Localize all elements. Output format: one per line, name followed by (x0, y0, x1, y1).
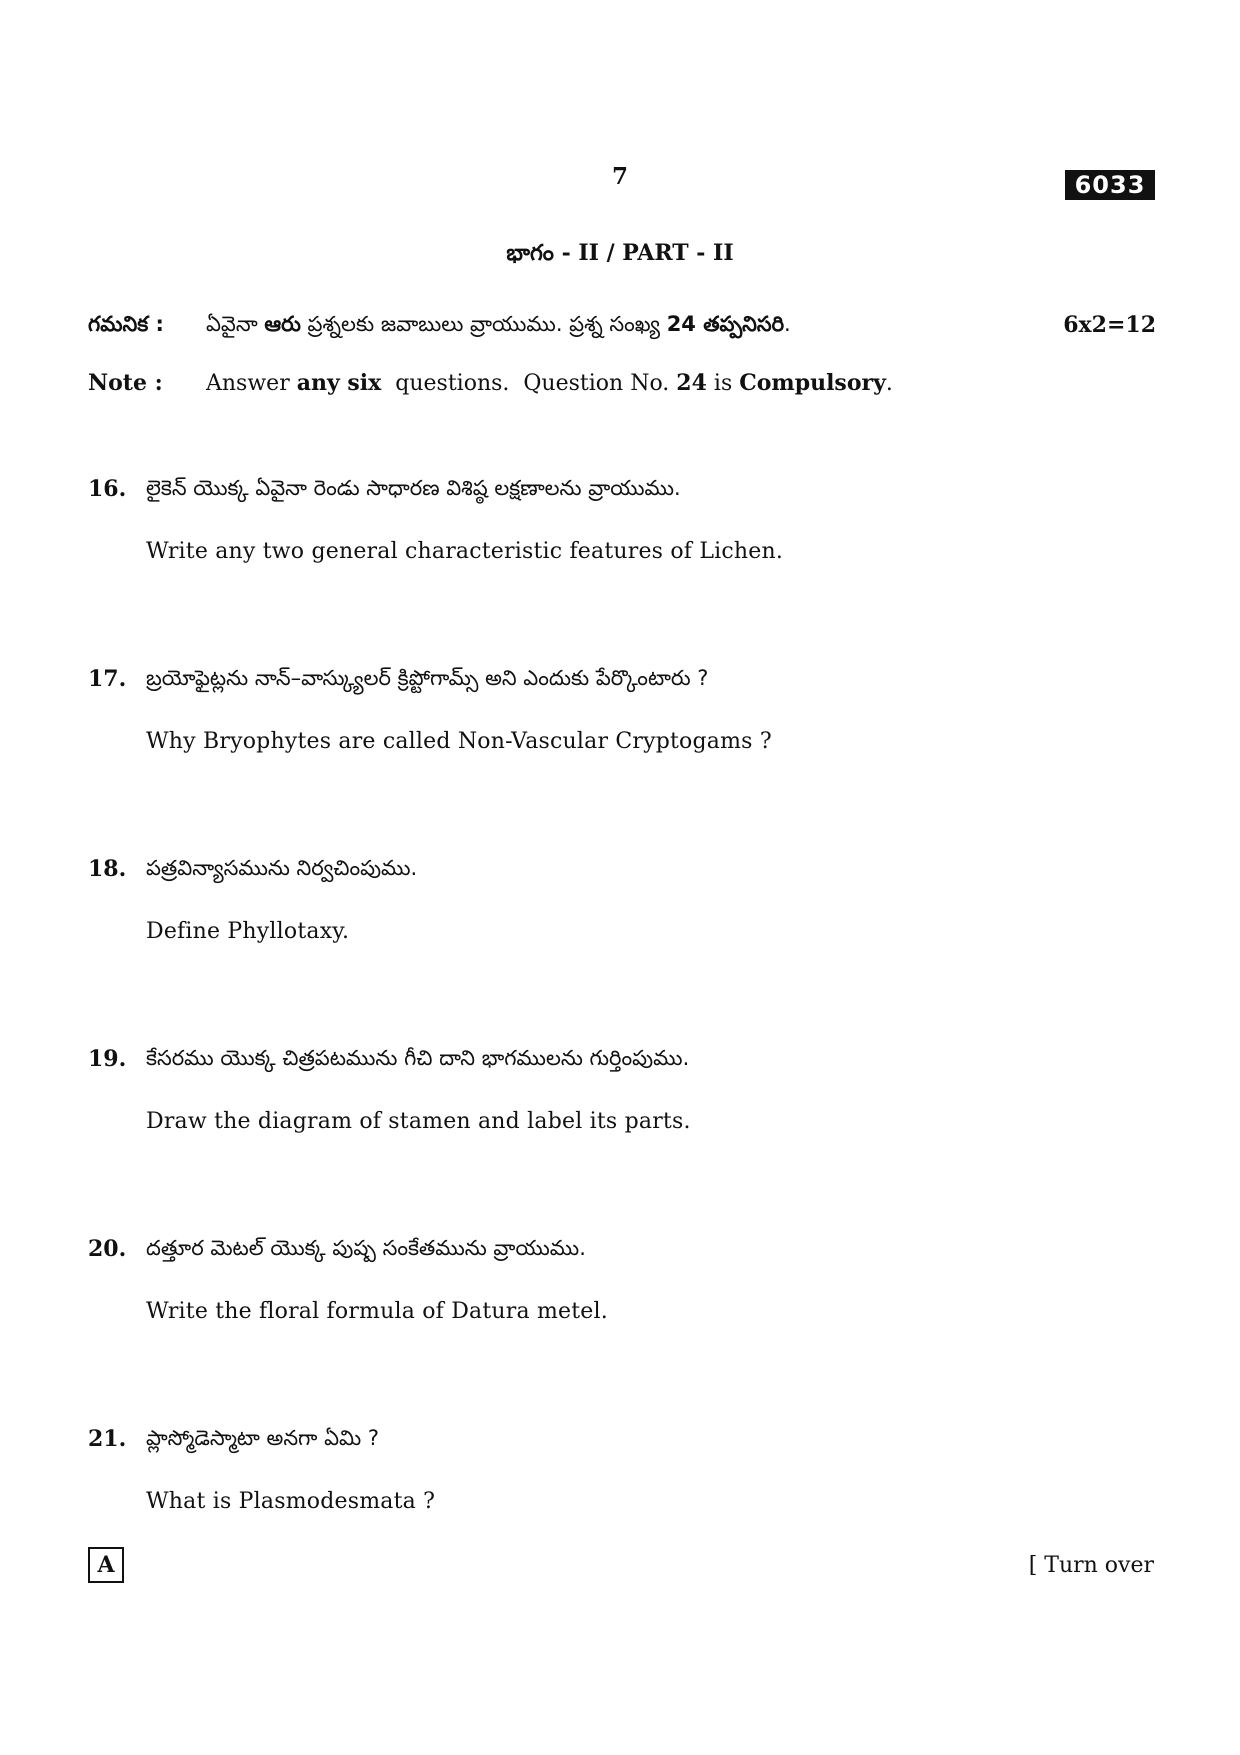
marks-allocation: 6x2=12 (1063, 312, 1156, 338)
question-telugu: కేసరము యొక్క చిత్రపటమును గీచి దాని భాగములను గుర్తింపుము. (146, 1046, 690, 1070)
question-english: Write any two general characteristic features of Lichen. (146, 539, 784, 564)
question-english: Why Bryophytes are called Non-Vascular Cryptogams ? (146, 729, 772, 754)
question-telugu: ప్లాస్మోడెస్మాటా అనగా ఏమి ? (146, 1426, 380, 1450)
question-telugu: పత్రవిన్యాసమును నిర్వచింపుము. (146, 856, 418, 880)
part-title: భాగం - II / PART - II (506, 240, 734, 266)
note-english-label: Note : (88, 370, 163, 396)
question-number: 21. (88, 1426, 127, 1452)
page-number: 7 (611, 163, 628, 190)
question-english: Write the floral formula of Datura metel. (146, 1299, 608, 1324)
turn-over-note: [ Turn over (1028, 1553, 1154, 1578)
question-number: 16. (88, 476, 127, 502)
note-english-text: Answer any six questions. Question No. 24 is Compulsory. (206, 370, 893, 396)
question-number: 20. (88, 1236, 127, 1262)
note-telugu-label: గమనిక : (88, 312, 164, 336)
question-number: 17. (88, 666, 127, 692)
question-telugu: బ్రయోఫైట్లను నాన్–వాస్క్యులర్ క్రిప్టోగామ్స్ అని ఎందుకు పేర్కొంటారు ? (146, 666, 709, 690)
question-english: Draw the diagram of stamen and label its parts. (146, 1109, 691, 1134)
question-english: Define Phyllotaxy. (146, 919, 350, 944)
question-english: What is Plasmodesmata ? (146, 1489, 436, 1514)
set-letter-box: A (88, 1547, 124, 1583)
paper-code-badge: 6033 (1065, 170, 1155, 200)
question-telugu: లైకెన్ యొక్క ఏవైనా రెండు సాధారణ విశిష్ఠ లక్షణాలను వ్రాయుము. (146, 476, 681, 500)
note-telugu-text: ఏవైనా ఆరు ప్రశ్నలకు జవాబులు వ్రాయుము. ప్రశ్న సంఖ్య 24 తప్పనిసరి. (206, 312, 791, 336)
question-number: 19. (88, 1046, 127, 1072)
question-number: 18. (88, 856, 127, 882)
question-telugu: దత్తూర మెటల్ యొక్క పుష్ప సంకేతమును వ్రాయుము. (146, 1236, 586, 1260)
